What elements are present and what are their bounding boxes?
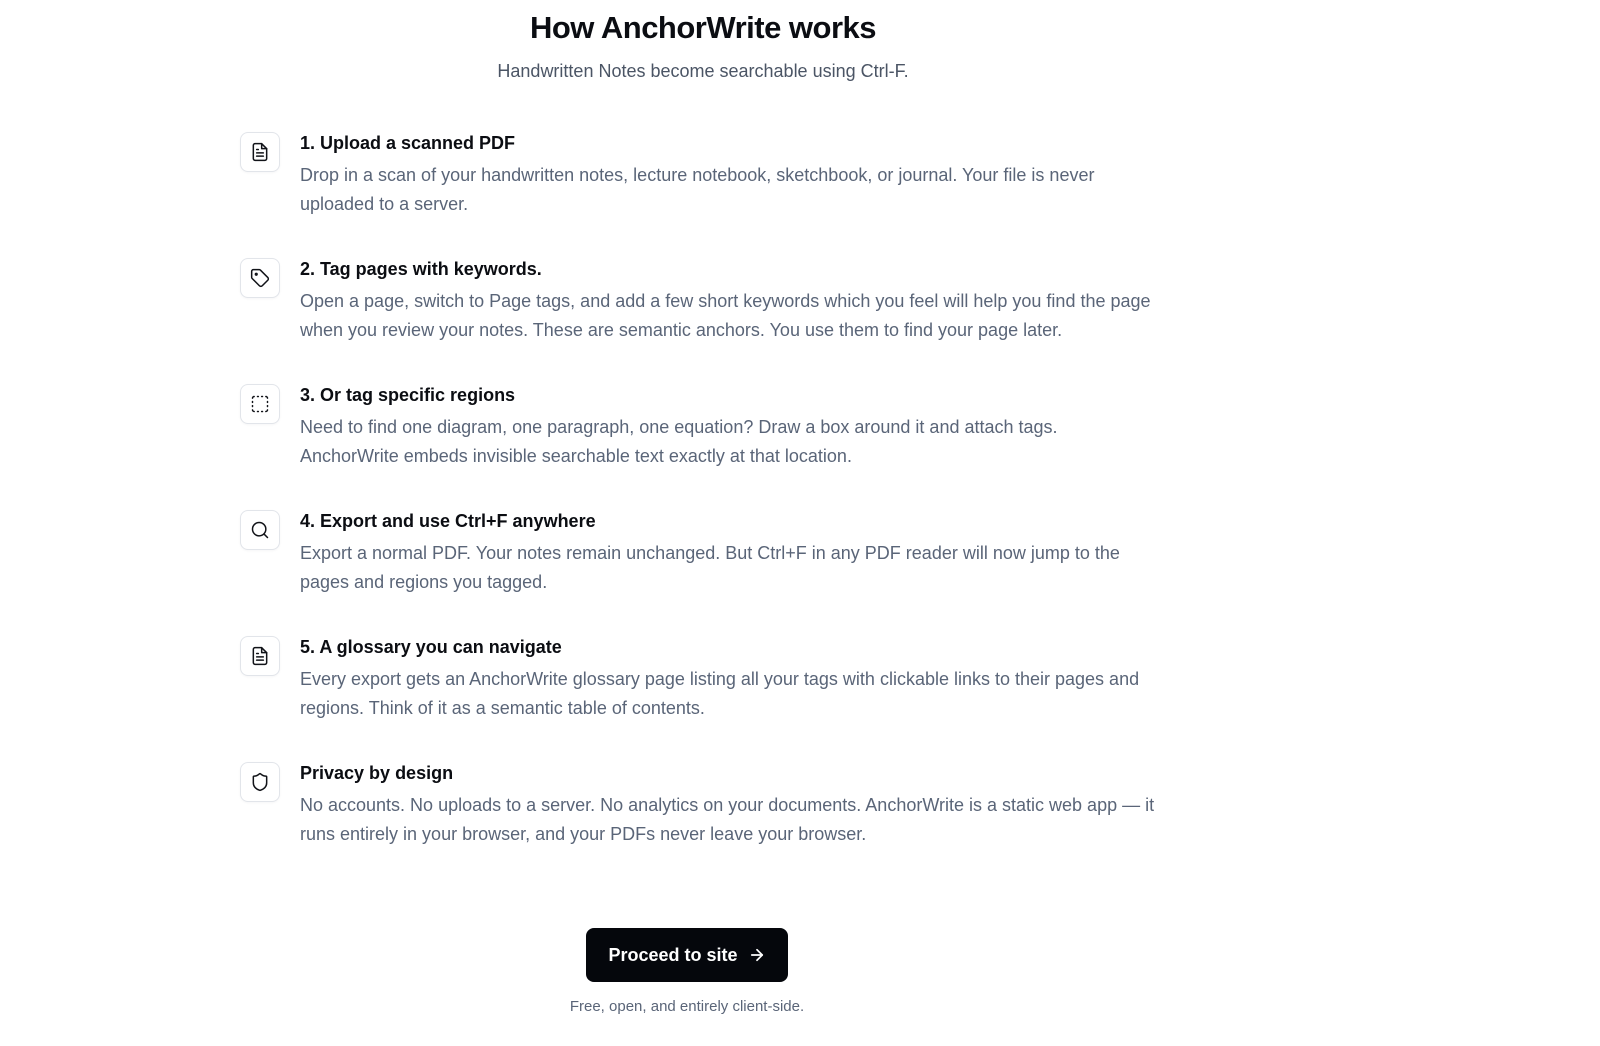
page-subtitle: Handwritten Notes become searchable using Ctrl-F. bbox=[497, 61, 909, 81]
step-text bbox=[300, 760, 1160, 848]
tag-icon bbox=[240, 258, 280, 298]
step-title: 1. Upload a scanned PDF bbox=[300, 133, 516, 153]
step-text bbox=[300, 634, 1160, 722]
step-item bbox=[240, 130, 1160, 256]
step-description: Drop in a scan of your handwritten notes, lecture notebook, sketchbook, or journal. Your file is never uploaded to a server. bbox=[300, 165, 1095, 214]
step-text bbox=[300, 508, 1160, 596]
step-title: 3. Or tag specific regions bbox=[300, 385, 516, 405]
step-description: Export a normal PDF. Your notes remain unchanged. But Ctrl+F in any PDF reader will now jump to the pages and regions you tagged. bbox=[300, 543, 1120, 592]
step-title: 4. Export and use Ctrl+F anywhere bbox=[300, 511, 596, 531]
step-description: Need to find one diagram, one paragraph, one equation? Draw a box around it and attach tags. AnchorWrite embeds invisible searchable text exactly at that location. bbox=[300, 417, 1058, 466]
arrow-right-icon bbox=[748, 946, 766, 964]
dashed-region-icon bbox=[240, 384, 280, 424]
step-title: Privacy by design bbox=[300, 763, 454, 783]
step-item bbox=[240, 760, 1160, 886]
step-description: No accounts. No uploads to a server. No analytics on your documents. AnchorWrite is a static web app — it runs entirely in your browser, and your PDFs never leave your browser. bbox=[300, 795, 1155, 844]
document-icon bbox=[240, 132, 280, 172]
search-icon bbox=[240, 510, 280, 550]
step-item bbox=[240, 256, 1160, 382]
document-icon bbox=[240, 636, 280, 676]
page-title: How AnchorWrite works bbox=[529, 10, 877, 45]
step-description: Every export gets an AnchorWrite glossary page listing all your tags with clickable links to their pages and regions. Think of it as a semantic table of contents. bbox=[300, 669, 1140, 718]
step-item bbox=[240, 508, 1160, 634]
footer-note: Free, open, and entirely client-side. bbox=[569, 998, 805, 1015]
proceed-button-label: Proceed to site bbox=[608, 944, 738, 965]
step-title: 2. Tag pages with keywords. bbox=[300, 259, 542, 279]
step-title: 5. A glossary you can navigate bbox=[300, 637, 562, 657]
step-text bbox=[300, 256, 1160, 344]
step-item bbox=[240, 634, 1160, 760]
step-description: Open a page, switch to Page tags, and add a few short keywords which you feel will help you find the page when you review your notes. These are semantic anchors. You use them to find your page later. bbox=[300, 291, 1151, 340]
step-text bbox=[300, 130, 1160, 218]
step-text bbox=[300, 382, 1160, 470]
steps-list bbox=[240, 130, 1160, 886]
shield-icon bbox=[240, 762, 280, 802]
step-item bbox=[240, 382, 1160, 508]
proceed-to-site-button[interactable] bbox=[586, 928, 788, 982]
